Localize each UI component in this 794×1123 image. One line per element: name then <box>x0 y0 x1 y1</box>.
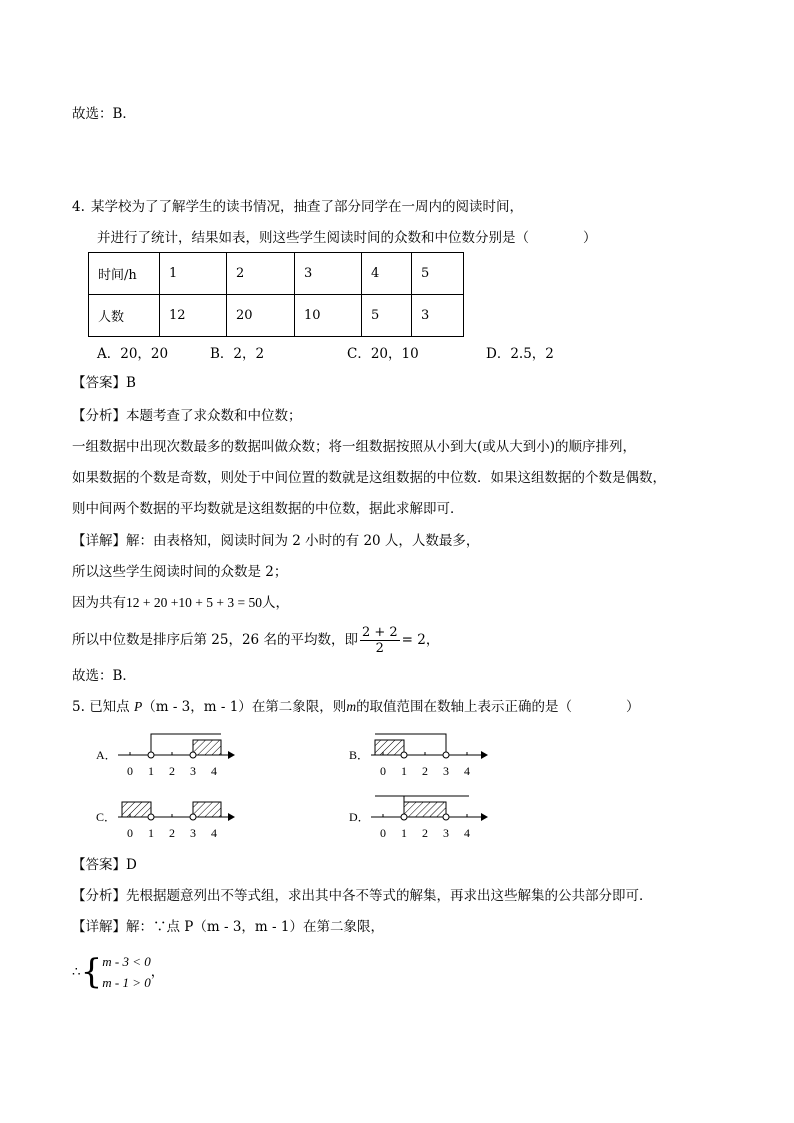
median-suffix: = 2， <box>401 632 440 648</box>
tick-label: 4 <box>464 826 470 840</box>
q5-stem-a: 已知点 <box>89 699 130 715</box>
sum-expression: 12 + 20 +10 + 5 + 3 = 50 <box>126 595 262 610</box>
tick-label: 0 <box>127 764 133 778</box>
number-line-a[interactable] <box>96 734 235 778</box>
q5-number: 5. <box>72 699 85 715</box>
tick-label: 2 <box>422 826 428 840</box>
q4-analysis-line: 则中间两个数据的平均数就是这组数据的中位数，据此求解即可． <box>72 501 464 517</box>
q5-stem <box>72 698 640 716</box>
tick-label: 2 <box>169 764 175 778</box>
reading-time-table <box>88 252 464 337</box>
q4-analysis-line: 一组数据中出现次数最多的数据叫做众数；将一组数据按照从小到大(或从大到小)的顺序排列， <box>72 439 637 455</box>
q4-answer: 【答案】B <box>72 375 136 391</box>
table-cell: 1 <box>160 253 227 295</box>
median-fraction <box>360 625 400 656</box>
tick-label: 2 <box>422 764 428 778</box>
point-label: P <box>133 699 143 714</box>
inequality-1: m - 3 < 0 <box>102 954 151 969</box>
tick-label: 4 <box>211 764 217 778</box>
tick-label: 2 <box>169 826 175 840</box>
left-brace: { <box>80 952 103 992</box>
tick-label: 3 <box>190 826 196 840</box>
inequality-system <box>72 950 164 994</box>
tick-label: 3 <box>443 826 449 840</box>
option-label: D． <box>349 810 370 824</box>
tick-label: 1 <box>148 826 154 840</box>
tick-label: 1 <box>401 826 407 840</box>
table-cell: 3 <box>412 295 464 337</box>
prev-conclusion: 故选：B． <box>72 106 136 122</box>
q5-detail: 【详解】解：∵点 P（m - 3，m - 1）在第二象限， <box>72 919 384 935</box>
sum-suffix: 人， <box>261 595 289 611</box>
tick-label: 1 <box>401 764 407 778</box>
q4-stem-line2: 并进行了统计，结果如表，则这些学生阅读时间的众数和中位数分别是（ ） <box>97 230 597 246</box>
table-cell: 12 <box>160 295 227 337</box>
option-label: A． <box>96 748 117 762</box>
q4-analysis-line: 【分析】本题考查了求众数和中位数； <box>72 408 302 424</box>
q5-answer: 【答案】D <box>72 857 137 873</box>
point-coords: （m - 3，m - 1） <box>142 699 252 715</box>
table-cell: 10 <box>295 295 362 337</box>
number-line-d[interactable] <box>349 796 488 840</box>
therefore-symbol: ∴ <box>72 964 81 980</box>
q4-option-c: C．20，10 <box>347 346 419 362</box>
table-cell: 5 <box>362 295 412 337</box>
number-line-c[interactable] <box>96 802 235 840</box>
option-label: C． <box>96 810 117 824</box>
q4-option-b: B．2，2 <box>210 346 265 362</box>
tick-label: 0 <box>380 764 386 778</box>
option-label: B． <box>349 748 370 762</box>
table-row <box>89 295 464 337</box>
q4-option-d: D．2.5，2 <box>486 346 554 362</box>
q4-conclusion: 故选：B． <box>72 668 136 684</box>
q4-sum-line <box>72 594 289 612</box>
q5-stem-b: 在第二象限，则 <box>251 699 347 715</box>
fraction-denominator: 2 <box>375 640 384 656</box>
q4-detail-line: 所以这些学生阅读时间的众数是 2； <box>72 564 288 580</box>
q4-detail-line: 【详解】解：由表格知，阅读时间为 2 小时的有 20 人，人数最多， <box>72 533 480 549</box>
inequality-2: m - 1 > 0 <box>102 975 151 990</box>
number-line-b[interactable] <box>349 734 488 778</box>
fraction-numerator: 2 + 2 <box>361 624 398 640</box>
median-prefix: 所以中位数是排序后第 25，26 名的平均数，即 <box>72 632 358 648</box>
tick-label: 0 <box>127 826 133 840</box>
q4-median-line <box>72 622 439 658</box>
tick-label: 1 <box>148 764 154 778</box>
tick-label: 3 <box>190 764 196 778</box>
tick-label: 4 <box>464 764 470 778</box>
q4-stem-line1: 某学校为了了解学生的读书情况，抽查了部分同学在一周内的阅读时间， <box>91 199 523 215</box>
sum-prefix: 因为共有 <box>72 595 126 611</box>
table-cell: 5 <box>412 253 464 295</box>
table-cell: 2 <box>227 253 295 295</box>
variable-m: m <box>346 699 357 714</box>
tick-label: 3 <box>443 764 449 778</box>
tick-label: 4 <box>211 826 217 840</box>
q5-analysis: 【分析】先根据题意列出不等式组，求出其中各不等式的解集，再求出这些解集的公共部分即可． <box>72 888 653 904</box>
table-row <box>89 253 464 295</box>
table-cell: 时间/h <box>89 253 160 295</box>
q4-option-a: A．20，20 <box>97 346 169 362</box>
tick-label: 0 <box>380 826 386 840</box>
table-cell: 4 <box>362 253 412 295</box>
inequality-lines <box>102 951 151 993</box>
q5-number-lines <box>90 728 510 843</box>
table-cell: 人数 <box>89 295 160 337</box>
table-cell: 20 <box>227 295 295 337</box>
q5-stem-c: 的取值范围在数轴上表示正确的是（ ） <box>356 699 640 715</box>
q4-number: 4. <box>72 199 85 215</box>
inequality-end: ， <box>150 964 165 980</box>
q4-analysis-line: 如果数据的个数是奇数，则处于中间位置的数就是这组数据的中位数．如果这组数据的个数是偶数， <box>72 470 666 486</box>
table-cell: 3 <box>295 253 362 295</box>
